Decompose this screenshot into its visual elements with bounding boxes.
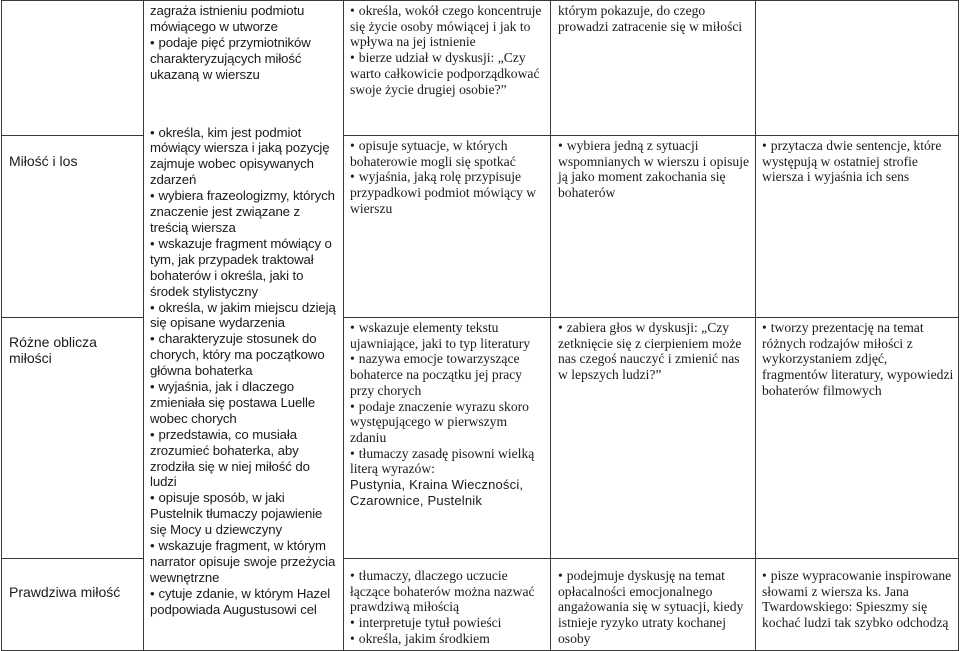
col2-row3-item: • określa, jakim środkiem: [350, 631, 545, 647]
col1-row2-item: • charakteryzuje stosunek do chorych, który ma początkowo główna bohaterka: [150, 331, 338, 379]
col1-row2-item: • określa, w jakim miejscu dzieją się opisane wydarzenia: [150, 300, 338, 332]
col1-row2-item: • przedstawia, co musiała zrozumieć bohaterka, aby zrodziła się w niej miłość do ludzi: [150, 427, 338, 491]
col1-top-item: zagraża istnieniu podmiotu mówiącego w utworze: [150, 3, 305, 34]
col2-row2-item: • tłumaczy zasadę pisowni wielką literą wyrazów:: [350, 446, 545, 477]
col1-row1-item: • wybiera frazeologizmy, których znaczenie jest związane z treścią wiersza: [150, 188, 338, 236]
col2-row1: [350, 138, 545, 217]
col2-row1-item: • opisuje sytuacje, w których bohaterowie mogli się spotkać: [350, 138, 545, 169]
column-divider-3: [550, 0, 551, 651]
col2-top-item: • określa, wokół czego koncentruje się życie osoby mówiącej i jak to wpływa na jej istnienie: [350, 3, 545, 50]
col3-row2-item: • zabiera głos w dyskusji: „Czy zetknięcie się z cierpieniem może nas czegoś nauczyć i zmienić nas w lepszych ludzi?”: [558, 320, 750, 383]
col2-top: [350, 3, 545, 97]
col4-row3: [762, 568, 954, 631]
col4-row2: [762, 320, 954, 399]
row-divider-2: [1, 317, 143, 318]
column-divider-2: [343, 0, 344, 651]
col3-row1-item: • wybiera jedną z sytuacji wspomnianych w wierszu i opisuje ją jako moment zakochania się bohaterów: [558, 138, 750, 201]
col1-row2-item: • opisuje sposób, w jaki Pustelnik tłumaczy pojawienie się Mocy u dziewczyny: [150, 490, 338, 538]
col2-row2-names: Pustynia, Kraina Wieczności, Czarownice, Pustelnik: [350, 477, 524, 509]
column-divider-4: [755, 0, 756, 651]
row-divider-1b: [343, 135, 958, 136]
col2-row3: [350, 568, 545, 647]
col3-row3-item: • podejmuje dyskusję na temat opłacalności emocjonalnego angażowania się w sytuacji, kiedy istnieje ryzyko utraty kochanej osoby: [558, 568, 750, 647]
col2-row1-item: • wyjaśnia, jaką rolę przypisuje przypadkowi podmiot mówiący w wierszu: [350, 169, 545, 216]
col1-row3-item: • wskazuje fragment, w którym narrator opisuje swoje przeżycia wewnętrzne: [150, 538, 338, 586]
topic-rozne-oblicza: Różne oblicza miłości: [9, 334, 97, 366]
col1-row1-item: • określa, kim jest podmiot mówiący wiersza i jaką pozycję zajmuje wobec opisywanych zdarzeń: [150, 125, 338, 189]
row-divider-3: [1, 558, 143, 559]
col2-row2: [350, 320, 545, 509]
col4-row1: [762, 138, 954, 185]
col3-row3: [558, 568, 750, 647]
col3-row2: [558, 320, 750, 383]
table-border-left: [1, 0, 2, 651]
topic-prawdziwa-milosc: Prawdziwa miłość: [9, 584, 121, 600]
row-divider-1: [1, 135, 143, 136]
col3-top: którym pokazuje, do czego prowadzi zatracenie się w miłości: [558, 3, 743, 34]
col2-row3-item: • interpretuje tytuł powieści: [350, 615, 545, 631]
col1-row2-item: • wyjaśnia, jak i dlaczego zmieniała się postawa Luelle wobec chorych: [150, 379, 338, 427]
col1-content: [150, 3, 338, 618]
col4-row1-item: • przytacza dwie sentencje, które występują w ostatniej strofie wiersza i wyjaśnia ich sens: [762, 138, 954, 185]
col4-row3-item: • pisze wypracowanie inspirowane słowami z wiersza ks. Jana Twardowskiego: Spieszmy się kochać ludzi tak szybko odchodzą: [762, 568, 954, 631]
table-border-top: [1, 0, 959, 1]
col3-row1: [558, 138, 750, 201]
col4-row2-item: • tworzy prezentację na temat różnych rodzajów miłości z wykorzystaniem zdjęć, fragmentów literatury, wypowiedzi bohaterów filmowych: [762, 320, 954, 399]
row-divider-3b: [343, 558, 958, 559]
col2-row2-item: • podaje znaczenie wyrazu skoro występującego w pierwszym zdaniu: [350, 399, 545, 446]
col2-top-item: • bierze udział w dyskusji: „Czy warto całkowicie podporządkować swoje życie drugiej osobie?”: [350, 50, 545, 97]
col2-row2-item: • nazywa emocje towarzyszące bohaterce na początku jej pracy przy chorych: [350, 351, 545, 398]
col2-row3-item: • tłumaczy, dlaczego uczucie łączące bohaterów można nazwać prawdziwą miłością: [350, 568, 545, 615]
col2-row2-item: • wskazuje elementy tekstu ujawniające, jaki to typ literatury: [350, 320, 545, 351]
column-divider-1: [143, 0, 144, 651]
table-border-right: [958, 0, 959, 651]
topic-miłość-i-los: Miłość i los: [9, 153, 78, 169]
col1-row1-item: • wskazuje fragment mówiący o tym, jak przypadek traktował bohaterów i określa, jaki to środek stylistyczny: [150, 236, 338, 300]
col1-top-item: • podaje pięć przymiotników charakteryzujących miłość ukazaną w wierszu: [150, 35, 338, 83]
row-divider-2b: [343, 317, 958, 318]
col1-row3-item: • cytuje zdanie, w którym Hazel podpowiada Augustusowi cel: [150, 586, 338, 618]
